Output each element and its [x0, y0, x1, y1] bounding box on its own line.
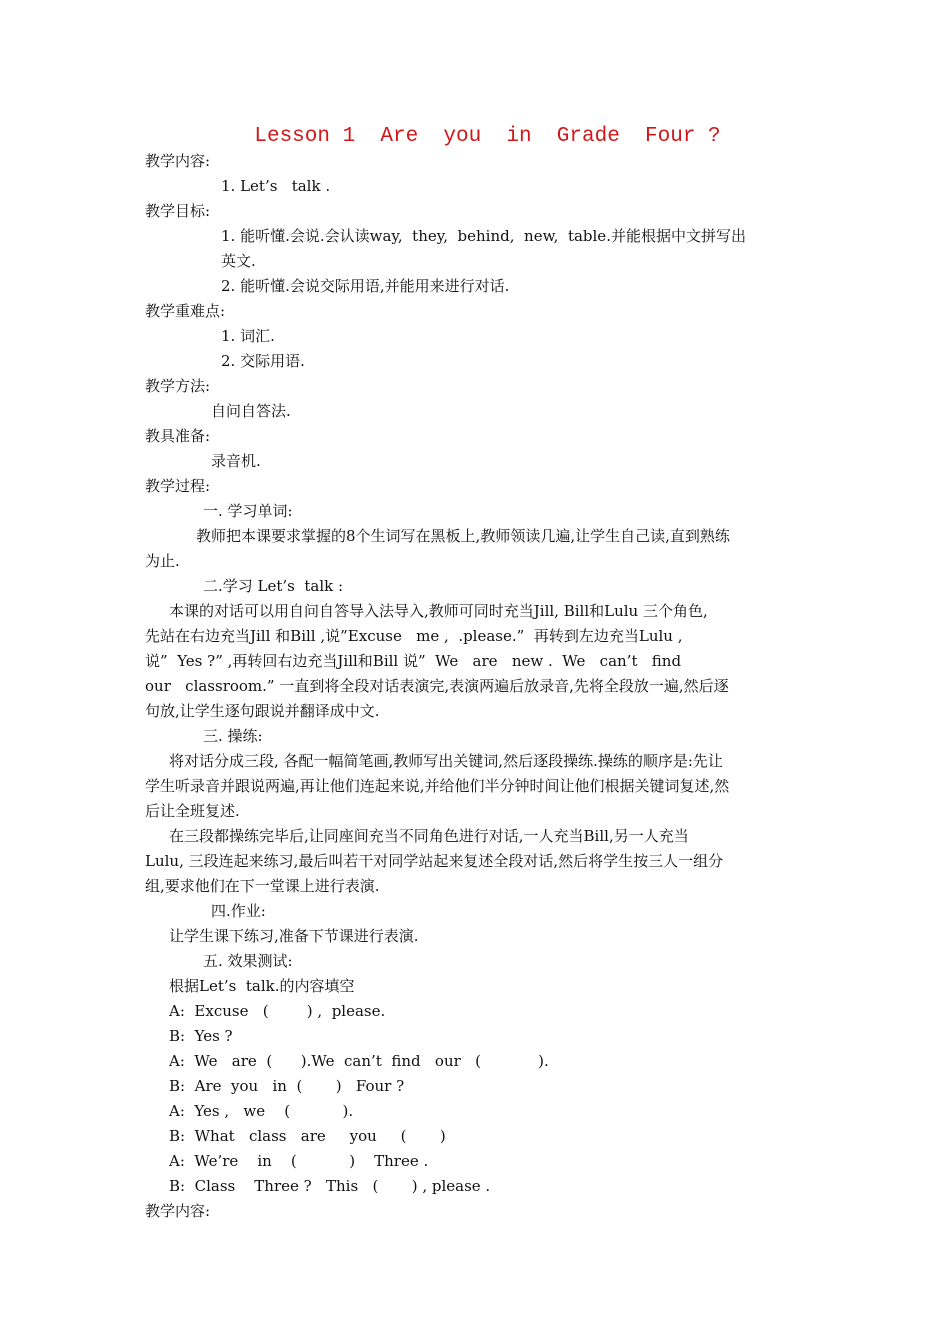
- paragraph-line: 后让全班复述.: [145, 802, 240, 820]
- paragraph-line: 将对话分成三段, 各配一幅简笔画,教师写出关键词,然后逐段操练.操练的顺序是:先让: [169, 752, 723, 770]
- paragraph-line: 组,要求他们在下一堂课上进行表演.: [145, 877, 380, 895]
- list-item: 1. 词汇.: [221, 327, 275, 345]
- list-item: 2. 能听懂.会说交际用语,并能用来进行对话.: [221, 277, 510, 295]
- section-heading: 教学重难点:: [145, 302, 226, 320]
- paragraph-line: 在三段都操练完毕后,让同座间充当不同角色进行对话,一人充当Bill,另一人充当: [169, 827, 689, 845]
- paragraph-line: 本课的对话可以用自问自答导入法导入,教师可同时充当Jill, Bill和Lulu 三个角色,: [169, 602, 708, 620]
- section-heading: 教学方法:: [145, 377, 211, 395]
- list-item: 1. Let’s talk .: [221, 177, 331, 195]
- dialogue-line: B: Class Three ? This ( ) , please .: [169, 1177, 491, 1195]
- step-heading: 五. 效果测试:: [203, 952, 293, 970]
- dialogue-line: A: Yes , we ( ).: [169, 1102, 354, 1120]
- step-heading: 三. 操练:: [203, 727, 263, 745]
- lesson-title: Lesson 1 Are you in Grade Four ?: [254, 125, 721, 148]
- section-body: 自问自答法.: [211, 402, 291, 420]
- paragraph-line: 学生听录音并跟说两遍,再让他们连起来说,并给他们半分钟时间让他们根据关键词复述,然: [145, 777, 730, 795]
- section-heading: 教学内容:: [145, 152, 211, 170]
- paragraph-line: 让学生课下练习,准备下节课进行表演.: [169, 927, 419, 945]
- paragraph-line: 说” Yes ?” ,再转回右边充当Jill和Bill 说” We are new . We can’t find: [145, 652, 682, 670]
- section-heading: 教学内容:: [145, 1202, 211, 1220]
- section-heading: 教学目标:: [145, 202, 211, 220]
- step-heading: 四.作业:: [211, 902, 266, 920]
- paragraph-line: 教师把本课要求掌握的8个生词写在黑板上,教师领读几遍,让学生自己读,直到熟练: [196, 527, 730, 545]
- step-heading: 二.学习 Let’s talk :: [203, 577, 344, 595]
- section-body: 录音机.: [211, 452, 261, 470]
- step-heading: 一. 学习单词:: [203, 502, 293, 520]
- section-heading: 教具准备:: [145, 427, 211, 445]
- dialogue-line: B: What class are you ( ): [169, 1127, 446, 1145]
- paragraph-line: 为止.: [145, 552, 180, 570]
- dialogue-line: A: We’re in ( ) Three .: [169, 1152, 429, 1170]
- list-item-continued: 英文.: [221, 252, 256, 270]
- dialogue-line: A: We are ( ).We can’t find our ( ).: [169, 1052, 549, 1070]
- list-item: 2. 交际用语.: [221, 352, 305, 370]
- section-heading: 教学过程:: [145, 477, 211, 495]
- dialogue-line: A: Excuse ( ) , please.: [169, 1002, 386, 1020]
- exercise-instruction: 根据Let’s talk.的内容填空: [169, 977, 355, 995]
- dialogue-line: B: Are you in ( ) Four ?: [169, 1077, 405, 1095]
- paragraph-line: Lulu, 三段连起来练习,最后叫若干对同学站起来复述全段对话,然后将学生按三人一组分: [145, 852, 724, 870]
- dialogue-line: B: Yes ?: [169, 1027, 233, 1045]
- paragraph-line: 句放,让学生逐句跟说并翻译成中文.: [145, 702, 380, 720]
- paragraph-line: our classroom.” 一直到将全段对话表演完,表演两遍后放录音,先将全段放一遍,然后逐: [145, 677, 729, 695]
- paragraph-line: 先站在右边充当Jill 和Bill ,说”Excuse me , .please.” 再转到左边充当Lulu ,: [145, 627, 683, 645]
- list-item: 1. 能听懂.会说.会认读way, they, behind, new, table.并能根据中文拼写出: [221, 227, 746, 245]
